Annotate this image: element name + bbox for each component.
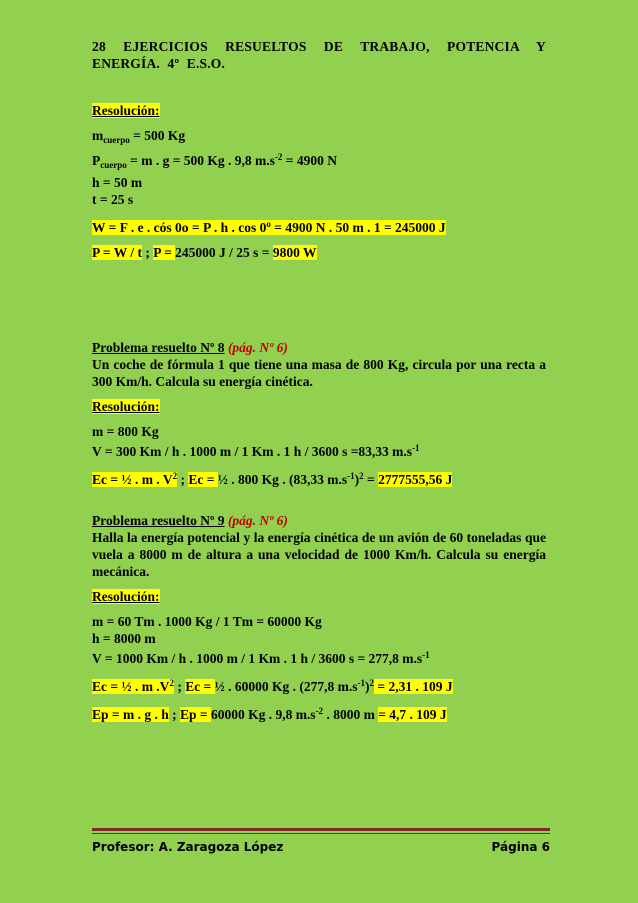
problem-9-statement: Halla la energía potencial y la energía cinética de un avión de 60 toneladas que vuela a 8000 m de altura a una velocidad de 1000 Km/h. Calcula su energía mecánica. xyxy=(92,530,546,579)
potential-energy-equation: Ep = m . g . h ; Ep = 60000 Kg . 9,8 $m.s^{-2}$ . 8000 m = 4,7 . 109 J xyxy=(92,706,447,722)
footer-author: Profesor: A. Zaragoza López xyxy=(92,840,284,854)
resolucion-heading: Resolución: xyxy=(92,399,160,414)
problem-8-title: Problema resuelto Nº 8 (pág. Nº 6) xyxy=(92,340,288,355)
velocity-line: V = 1000 Km / h . 1000 m / 1 Km . 1 h / 3600 s = 277,8 $m.s^{-1}$ xyxy=(92,650,430,666)
mass-line: m = 800 Kg xyxy=(92,424,159,439)
mass-line: $m_{cuerpo} = 500$ Kg xyxy=(92,128,186,145)
kinetic-energy-equation: Ec = ½ . m . $V^2$ ; Ec = ½ . 800 Kg . (83,33 $m.s^{-1})^2 = 2777555,56$ J xyxy=(92,471,453,487)
page-footer xyxy=(92,840,550,854)
kinetic-energy-equation: Ec = ½ . m $.V^2$ ; Ec = ½ . 60000 Kg . (277,8 $m.s^{-1})^2 = 2,31$ . 109 J xyxy=(92,678,453,694)
mass-line: m = 60 Tm . 1000 Kg / 1 Tm = 60000 Kg xyxy=(92,614,322,629)
weight-line: $P_{cuerpo} = m$ . g = 500 Kg . 9,8 $m.s^{-2} = 4900$ N xyxy=(92,152,337,170)
resolucion-heading: Resolución: xyxy=(92,103,160,118)
time-line: t = 25 s xyxy=(92,192,134,207)
footer-rule xyxy=(92,828,550,834)
height-line: h = 50 m xyxy=(92,175,143,190)
work-equation: W = F . e . cós 0o = P . h . $\cos 0^o = 4900$ N . 50 m . 1 = 245000 J xyxy=(92,219,446,235)
page-header-title: 28 EJERCICIOS RESUELTOS DE TRABAJO, POTENCIA Y ENERGÍA. 4º E.S.O. xyxy=(92,39,546,71)
resolucion-heading: Resolución: xyxy=(92,589,160,604)
footer-page-number: Página 6 xyxy=(491,840,550,854)
power-equation: P = W / t ; P = 245000 J / 25 s = 9800 W xyxy=(92,245,317,260)
document-page xyxy=(92,38,546,723)
problem-9-title: Problema resuelto Nº 9 (pág. Nº 6) xyxy=(92,513,288,528)
height-line: h = 8000 m xyxy=(92,631,156,646)
problem-8-statement: Un coche de fórmula 1 que tiene una masa de 800 Kg, circula por una recta a 300 Km/h. Calcula su energía cinética. xyxy=(92,357,546,389)
velocity-line: V = 300 Km / h . 1000 m / 1 Km . 1 h / 3600 s =83,33 $m.s^{-1}$ xyxy=(92,443,420,459)
